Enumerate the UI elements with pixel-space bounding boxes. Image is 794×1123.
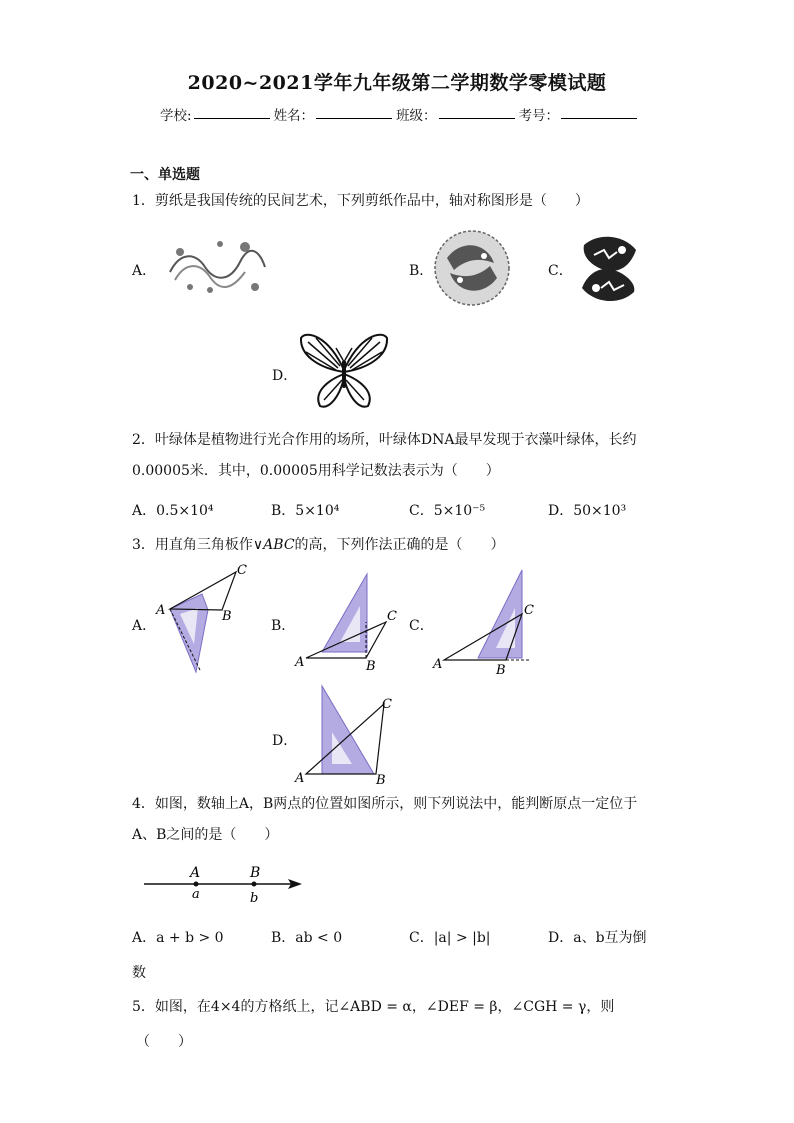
section-heading: 一、单选题	[130, 167, 200, 183]
q4-option-d[interactable]: D．a、b互为倒	[548, 930, 647, 946]
class-blank[interactable]	[439, 104, 515, 119]
label-b: B	[496, 663, 506, 678]
set-square-figure-d	[292, 684, 404, 788]
q4-option-c[interactable]: C．|a| > |b|	[409, 930, 491, 946]
q1-option-b[interactable]: B．	[409, 263, 434, 279]
q4-stem-line2: A、B之间的是（ ）	[132, 827, 279, 843]
q3-option-d[interactable]: D．	[272, 733, 298, 749]
label-a: A	[295, 655, 305, 670]
q1-option-a[interactable]: A．	[132, 263, 157, 279]
q3-stem-post: 的高，下列作法正确的是（ ）	[294, 537, 505, 553]
school-blank[interactable]	[194, 104, 270, 119]
q3-option-a[interactable]: A．	[132, 618, 157, 634]
label-c: C	[387, 609, 397, 624]
q3-option-b[interactable]: B．	[271, 618, 296, 634]
name-blank[interactable]	[316, 104, 392, 119]
q1-option-c[interactable]: C．	[548, 263, 573, 279]
q2-stem-line1: 2．叶绿体是植物进行光合作用的场所，叶绿体DNA最早发现于衣藻叶绿体，长约	[132, 432, 637, 448]
q4-option-d-wrap: 数	[132, 965, 146, 981]
page-title: 2020~2021学年九年级第二学期数学零模试题	[187, 72, 607, 94]
set-square-figure-a	[150, 562, 260, 677]
q2-stem-line2: 0.00005米．其中，0.00005用科学记数法表示为（ ）	[132, 463, 500, 479]
q3-stem	[132, 537, 505, 554]
label-b: B	[376, 773, 386, 788]
q4-stem-line1: 4．如图，数轴上A，B两点的位置如图所示，则下列说法中，能判断原点一定位于	[132, 796, 638, 812]
value-a-label: a	[192, 887, 200, 902]
class-label: 班级：	[396, 108, 437, 124]
value-b-label: b	[250, 891, 259, 906]
label-b: B	[222, 609, 232, 624]
exam-number-blank[interactable]	[561, 104, 637, 119]
fish-pair-papercut-image	[574, 230, 644, 308]
label-c: C	[524, 603, 534, 618]
q4-option-b[interactable]: B．ab < 0	[271, 930, 343, 946]
q1-option-d[interactable]: D．	[272, 368, 298, 384]
point-a-dot	[194, 882, 199, 887]
dragon-papercut-image	[160, 232, 272, 298]
q2-option-b[interactable]: B．5×10⁴	[271, 503, 340, 519]
student-info-line	[160, 104, 641, 124]
butterfly-papercut-image	[298, 330, 390, 410]
fish-circle-papercut-image	[432, 228, 512, 308]
triangle-abc-symbol: ∨ABC	[252, 537, 295, 553]
label-c: C	[382, 697, 392, 712]
name-label: 姓名：	[273, 108, 315, 124]
q2-option-a[interactable]: A．0.5×10⁴	[132, 503, 214, 519]
exam-number-label: 考号：	[518, 108, 560, 124]
q3-stem-pre: 3．用直角三角板作	[132, 537, 253, 553]
label-a: A	[433, 657, 443, 672]
label-b: B	[366, 659, 376, 674]
number-line-figure	[140, 860, 305, 906]
point-b-label: B	[250, 865, 261, 881]
set-square-figure-b	[292, 570, 404, 674]
label-a: A	[295, 771, 305, 786]
q4-option-a[interactable]: A．a + b > 0	[132, 930, 224, 946]
point-a-label: A	[190, 865, 201, 881]
set-square-figure-c	[430, 566, 540, 678]
q1-stem: 1．剪纸是我国传统的民间艺术，下列剪纸作品中，轴对称图形是（ ）	[132, 193, 589, 209]
school-label: 学校:	[160, 108, 192, 124]
q2-option-c[interactable]: C．5×10⁻⁵	[409, 503, 486, 519]
label-a: A	[156, 603, 166, 618]
label-c: C	[237, 563, 247, 578]
q3-option-c[interactable]: C．	[409, 618, 434, 634]
q2-option-d[interactable]: D．50×10³	[548, 503, 627, 519]
point-b-dot	[252, 882, 257, 887]
q5-stem-line1: 5．如图，在4×4的方格纸上，记∠ABD = α，∠DEF = β，∠CGH = γ，则	[132, 999, 615, 1015]
q5-stem-line2: （ ）	[136, 1034, 192, 1050]
